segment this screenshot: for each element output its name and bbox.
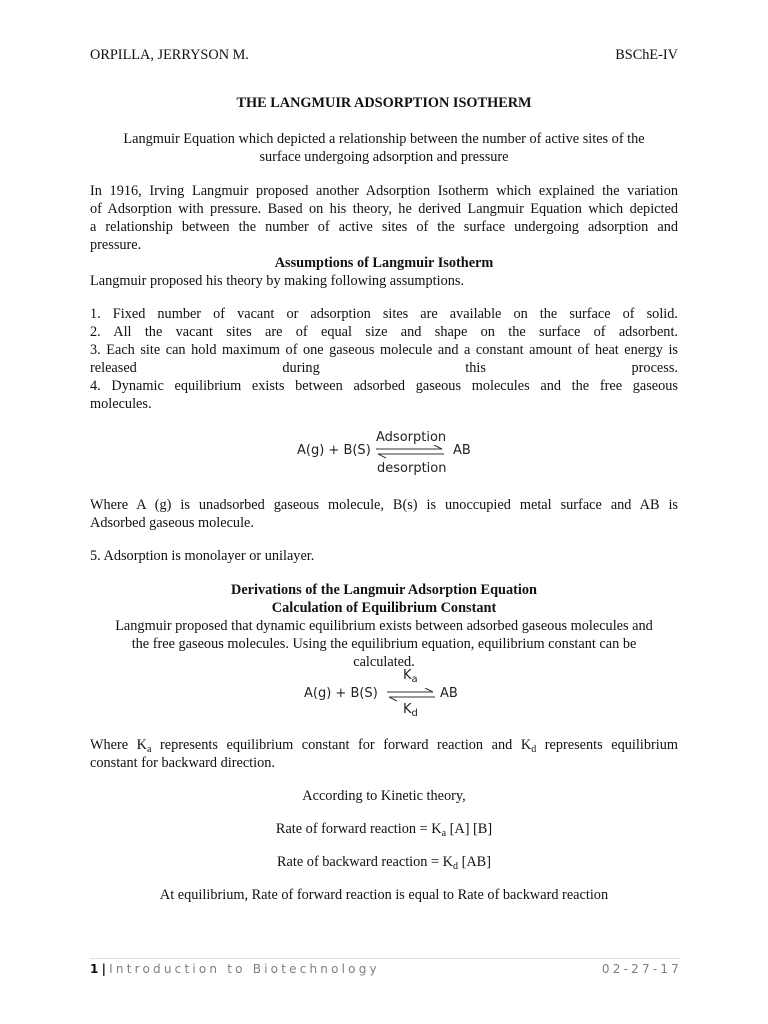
kinetic-theory: According to Kinetic theory, — [302, 788, 466, 804]
assumptions-lead: Langmuir proposed his theory by making following assumptions. — [90, 273, 465, 289]
eq1-right: AB — [453, 443, 471, 458]
assumption-3-word: process. — [631, 360, 678, 376]
footer-title: Introduction to Biotechnology — [109, 962, 380, 976]
footer-page-number: 1 — [90, 962, 102, 976]
where2-sub-2: d — [531, 744, 537, 755]
rate-backward-post: [AB] — [458, 854, 491, 870]
where2-text-3: represents equilibrium — [536, 737, 678, 753]
footer-divider — [90, 958, 680, 959]
assumption-3: 3. Each site can hold maximum of one gaseous molecule and a constant amount of heat energy is — [90, 342, 678, 358]
where1-line-1: Where A (g) is unadsorbed gaseous molecule, B(s) is unoccupied metal surface and AB is — [90, 497, 678, 513]
where2-line-2: constant for backward direction. — [90, 755, 275, 771]
where2-text-2: represents equilibrium constant for forward reaction and K — [151, 737, 532, 753]
equilibrium-arrow-icon — [374, 445, 446, 459]
header-course: BSChE-IV — [615, 47, 678, 63]
calc-heading: Calculation of Equilibrium Constant — [271, 600, 497, 616]
assumption-3-continued — [90, 359, 678, 377]
eq2-ka-k: K — [403, 668, 412, 683]
eq2-ka-sub: a — [411, 674, 418, 685]
calc-line-3: calculated. — [353, 654, 415, 670]
intro-line-1: In 1916, Irving Langmuir proposed another Adsorption Isotherm which explained the variation — [90, 183, 678, 199]
rate-forward-sub: a — [441, 828, 447, 839]
subtitle-line-2: surface undergoing adsorption and pressure — [259, 149, 509, 165]
eq1-left: A(g) + B(S) — [297, 443, 371, 458]
assumption-3-word: this — [465, 360, 486, 376]
footer-date: 02-27-17 — [601, 962, 682, 976]
eq1-desorption-label: desorption — [377, 461, 447, 476]
eq2-kd-sub: d — [411, 708, 418, 719]
derivations-heading: Derivations of the Langmuir Adsorption Equation — [231, 582, 537, 598]
intro-line-2: of Adsorption with pressure. Based on his theory, he derived Langmuir Equation which depicted — [90, 201, 678, 217]
calc-line-2: the free gaseous molecules. Using the equilibrium equation, equilibrium constant can be — [131, 636, 637, 652]
rate-forward-post: [A] [B] — [446, 821, 493, 837]
where1-line-2: Adsorbed gaseous molecule. — [90, 515, 254, 531]
eq2-kd-k: K — [403, 702, 412, 717]
eq2-right: AB — [440, 686, 458, 701]
assumption-4-cont: molecules. — [90, 396, 152, 412]
assumption-3-word: released — [90, 360, 137, 376]
rate-backward-sub: d — [453, 861, 458, 872]
page-title: THE LANGMUIR ADSORPTION ISOTHERM — [236, 95, 532, 111]
equilibrium-arrow-icon-2 — [385, 688, 437, 702]
assumption-1: 1. Fixed number of vacant or adsorption sites are available on the surface of solid. — [90, 306, 678, 322]
header-author: ORPILLA, JERRYSON M. — [90, 47, 249, 63]
assumption-5: 5. Adsorption is monolayer or unilayer. — [90, 548, 315, 564]
assumption-4: 4. Dynamic equilibrium exists between adsorbed gaseous molecules and the free gaseous — [90, 378, 678, 394]
assumption-2: 2. All the vacant sites are of equal size and shape on the surface of adsorbent. — [90, 324, 678, 340]
eq2-kd — [403, 702, 418, 719]
footer-separator: | — [101, 962, 110, 976]
calc-line-1: Langmuir proposed that dynamic equilibrium exists between adsorbed gaseous molecules and — [115, 618, 653, 634]
intro-line-4: pressure. — [90, 237, 142, 253]
where2-text-1: Where K — [90, 737, 147, 753]
assumptions-heading: Assumptions of Langmuir Isotherm — [274, 255, 494, 271]
equilibrium-statement: At equilibrium, Rate of forward reaction is equal to Rate of backward reaction — [159, 887, 609, 903]
rate-backward-pre: Rate of backward reaction = K — [277, 854, 453, 870]
assumption-3-cont — [90, 359, 678, 377]
rate-backward — [90, 853, 678, 876]
eq1-adsorption-label: Adsorption — [376, 430, 447, 445]
intro-line-3: a relationship between the number of active sites of the surface undergoing adsorption and — [90, 219, 678, 235]
subtitle-line-1: Langmuir Equation which depicted a relationship between the number of active sites of the — [123, 131, 645, 147]
footer-left — [90, 962, 380, 976]
rate-forward-pre: Rate of forward reaction = K — [275, 821, 442, 837]
eq2-ka — [403, 668, 418, 685]
eq2-left: A(g) + B(S) — [304, 686, 378, 701]
where2-sub-1: a — [146, 744, 152, 755]
rate-forward — [90, 820, 678, 843]
assumption-3-word: during — [282, 360, 320, 376]
